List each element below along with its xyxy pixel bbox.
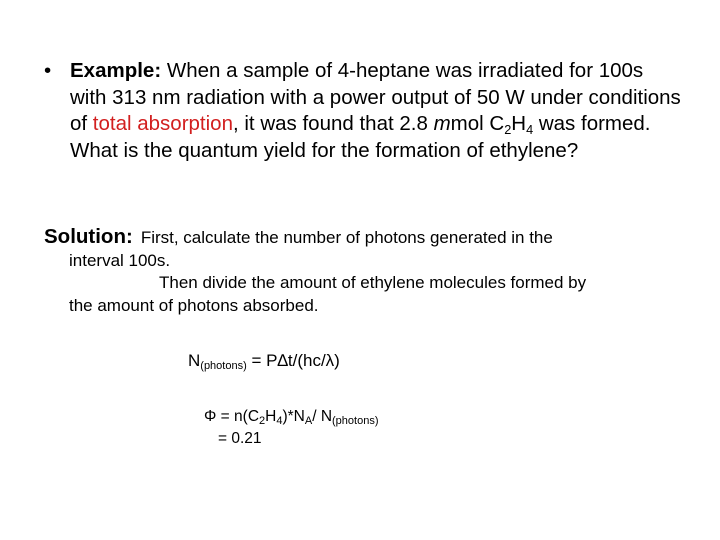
example-text-5: was formed. What is the quantum yield for the formation of ethylene? bbox=[70, 112, 651, 162]
formula-2-sub-4: 4 bbox=[276, 415, 283, 427]
formula-2-part-1: Φ = n(C bbox=[204, 408, 260, 425]
quantum-yield-formula bbox=[204, 406, 379, 450]
quantum-yield-result: = 0.21 bbox=[218, 430, 262, 447]
example-label: Example: bbox=[70, 59, 162, 82]
formula-2-sub-photons: (photons) bbox=[332, 415, 379, 427]
formula-2-part-3: )*N bbox=[282, 408, 305, 425]
solution-line-2: interval 100s. bbox=[69, 250, 171, 270]
solution-block bbox=[44, 226, 684, 317]
solution-line-3: Then divide the amount of ethylene molecules formed by bbox=[159, 273, 587, 292]
formula-2-sub-a: A bbox=[304, 415, 313, 427]
example-text-3: mol C bbox=[450, 112, 505, 135]
example-text-1: When a sample of 4-heptane was irradiated for 100s with 313 nm radiation with a power output of 50 W under conditions of bbox=[70, 59, 681, 135]
example-paragraph bbox=[70, 58, 684, 164]
photon-count-formula bbox=[188, 351, 340, 371]
solution-heading: Solution: bbox=[44, 225, 133, 248]
solution-line-1: First, calculate the number of photons generated in the bbox=[140, 228, 553, 247]
formula-2-sub-2: 2 bbox=[259, 415, 266, 427]
example-text-2: , it was found that 2.8 bbox=[232, 112, 434, 135]
total-absorption-highlight: total absorption bbox=[92, 112, 233, 135]
example-bullet bbox=[44, 58, 684, 164]
subscript-4: 4 bbox=[526, 122, 534, 137]
solution-line-4: the amount of photons absorbed. bbox=[69, 295, 319, 315]
formula-1-subscript: (photons) bbox=[200, 360, 247, 372]
italic-m: m bbox=[433, 112, 451, 135]
subscript-2: 2 bbox=[504, 122, 512, 137]
formula-2-part-2: H bbox=[265, 408, 277, 425]
formula-1-rhs: = P∆t/(hc/λ) bbox=[246, 351, 340, 370]
formula-1-lhs: N bbox=[188, 351, 201, 370]
bullet-icon: • bbox=[44, 59, 52, 82]
example-text-4: H bbox=[511, 112, 527, 135]
formula-2-part-4: / N bbox=[312, 408, 333, 425]
